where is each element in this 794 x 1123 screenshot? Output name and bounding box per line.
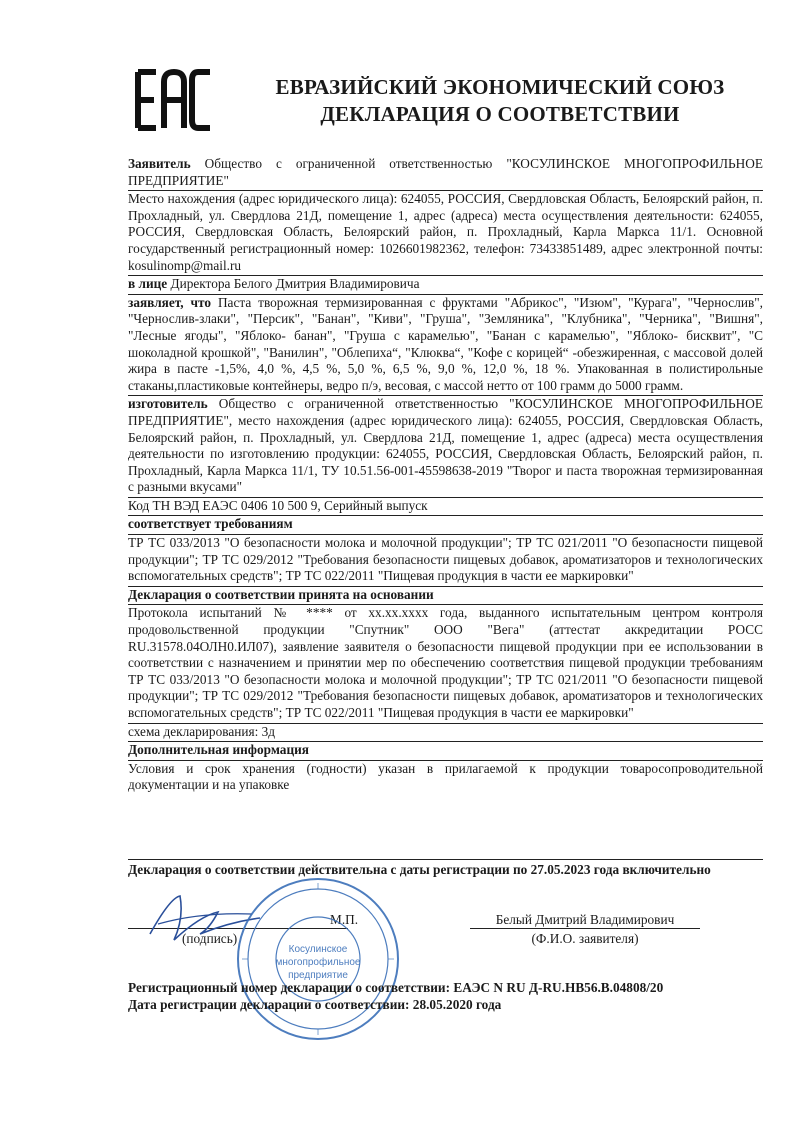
declares-label: заявляет, что: [128, 294, 212, 310]
union-title: ЕВРАЗИЙСКИЙ ЭКОНОМИЧЕСКИЙ СОЮЗ: [275, 75, 725, 99]
represented-label: в лице: [128, 276, 168, 292]
declares-block: [128, 295, 763, 395]
company-stamp: [234, 875, 402, 1043]
represented-block: [128, 276, 763, 293]
signature-caption: (подпись): [182, 931, 238, 946]
name-caption: (Ф.И.О. заявителя): [531, 931, 639, 946]
product-description: Паста творожная термизированная с фруктами "Абрикос", "Изюм", "Курага", "Чернослив", "Чернослив-злаки", "Персик", "Банан", "Киви", "Груша", "Земляника", "Клубника", "Черника", "Вишня", "Лесные ягоды", "Яблоко- банан", "Груша с карамелью", "Банан с карамелью", "Яблоко- бисквит", "С шоколадной крошкой", "Ванилин", "Облепиха“, "Клюква“, "Кофе с корицей“ -обезжиренная, с массовой долей жира в пасте -1,5%, 4,0 %, 4,5 %, 5,0 %, 6,5 %, 9,0 %, 12,0 %, 18 %. Упакованная в полистирольные стаканы,пластиковые контейнеры, ведро п/э, весовая, с массой нетто от 100 грамм до 5000 грамм.: [128, 294, 763, 393]
basis-label: Декларация о соответствии принята на основании: [128, 586, 434, 602]
seal-mark: М.П.: [330, 912, 359, 927]
stamp-text-line: предприятие: [288, 970, 348, 981]
validity-block: [128, 858, 763, 879]
applicant-name-signed: Белый Дмитрий Владимирович: [495, 912, 675, 927]
document-header: [240, 74, 760, 128]
hs-code: Код ТН ВЭД ЕАЭС 0406 10 500 9, Серийный выпуск: [128, 497, 428, 513]
manufacturer-label: изготовитель: [128, 396, 208, 412]
declaration-body: [128, 156, 763, 794]
manufacturer-block: [128, 396, 763, 496]
manufacturer-text: Общество с ограниченной ответственностью "КОСУЛИНСКОЕ МНОГОПРОФИЛЬНОЕ ПРЕДПРИЯТИЕ", место нахождения (адрес юридического лица): 624055, РОССИЯ, Свердловская Область, Белоярский район, п. Прохладный, ул. Свердлова 21Д, помещение 1, адрес (адреса) места осуществления деятельности по изготовлению продукции: 624055, РОССИЯ, Свердловская Область, Белоярский район, п. Прохладный, Карла Маркса 11/1, ТУ 10.51.56-001-45598638-2019 "Творог и паста творожная термизированная с разными вкусами": [128, 396, 764, 495]
applicant-address: Место нахождения (адрес юридического лица): 624055, РОССИЯ, Свердловская Область, Белоярский район, п. Прохладный, ул. Свердлова 21Д, помещение 1, адрес (адреса) места осуществления деятельности: 624055, РОССИЯ, Свердловская Область, Белоярский район, п. Прохладный, Карла Маркса 11/1. Основной государственный регистрационный номер: 1026601982362, телефон: 73433851489, адрес электронной почты: kosulinomp@mail.ru: [128, 191, 763, 273]
represented-person: Директора Белого Дмитрия Владимировича: [170, 276, 420, 292]
name-line: [470, 928, 700, 929]
applicant-block: [128, 156, 763, 189]
applicant-label: Заявитель: [128, 156, 191, 171]
declaration-title: ДЕКЛАРАЦИЯ О СООТВЕТСТВИИ: [320, 102, 680, 126]
stamp-text-line: многопрофильное: [275, 957, 361, 968]
eac-logo: [134, 68, 214, 132]
additional-label: Дополнительная информация: [128, 742, 309, 758]
registration-number: Регистрационный номер декларации о соответствии: ЕАЭС N RU Д-RU.HB56.B.04808/20: [128, 980, 664, 995]
requirements-text: ТР ТС 033/2013 "О безопасности молока и молочной продукции"; ТР ТС 021/2011 "О безопасности пищевой продукции"; ТР ТС 029/2012 "Требования безопасности пищевых добавок, ароматизаторов и технологических вспомогательных средств"; ТР ТС 022/2011 "Пищевая продукция в части ее маркировки": [128, 535, 763, 584]
requirements-label: соответствует требованиям: [128, 516, 293, 532]
divider: [128, 859, 763, 860]
basis-text: Протокола испытаний № **** от хх.хх.хххх года, выданного испытательным центром контроля продовольственной продукции "Спутник" ООО "Вега" (аттестат аккредитации РОСС RU.31578.04ОЛН0.ИЛ07), заявление заявителя о безопасности пищевой продукции при ее использовании в соответствии с назначением и принятии мер по обеспечению соответствия пищевой продукции требованиям ТР ТС 033/2013 "О безопасности молока и молочной продукции"; ТР ТС 021/2011 "О безопасности пищевой продукции"; ТР ТС 029/2012 "Требования безопасности пищевых добавок, ароматизаторов и технологических вспомогательных средств"; ТР ТС 022/2011 "Пищевая продукция в части ее маркировки": [128, 605, 763, 720]
registration-date: Дата регистрации декларации о соответствии: 28.05.2020 года: [128, 997, 502, 1012]
additional-text: Условия и срок хранения (годности) указан в прилагаемой к продукции товаросопроводительной документации и на упаковке: [128, 760, 763, 793]
stamp-text-line: Косулинское: [288, 944, 348, 955]
applicant-name: Общество с ограниченной ответственностью "КОСУЛИНСКОЕ МНОГОПРОФИЛЬНОЕ ПРЕДПРИЯТИЕ": [128, 156, 763, 188]
validity-text: Декларация о соответствии действительна с даты регистрации по 27.05.2023 года включительно: [128, 862, 711, 877]
declaration-scheme: схема декларирования: 3д: [128, 723, 276, 739]
